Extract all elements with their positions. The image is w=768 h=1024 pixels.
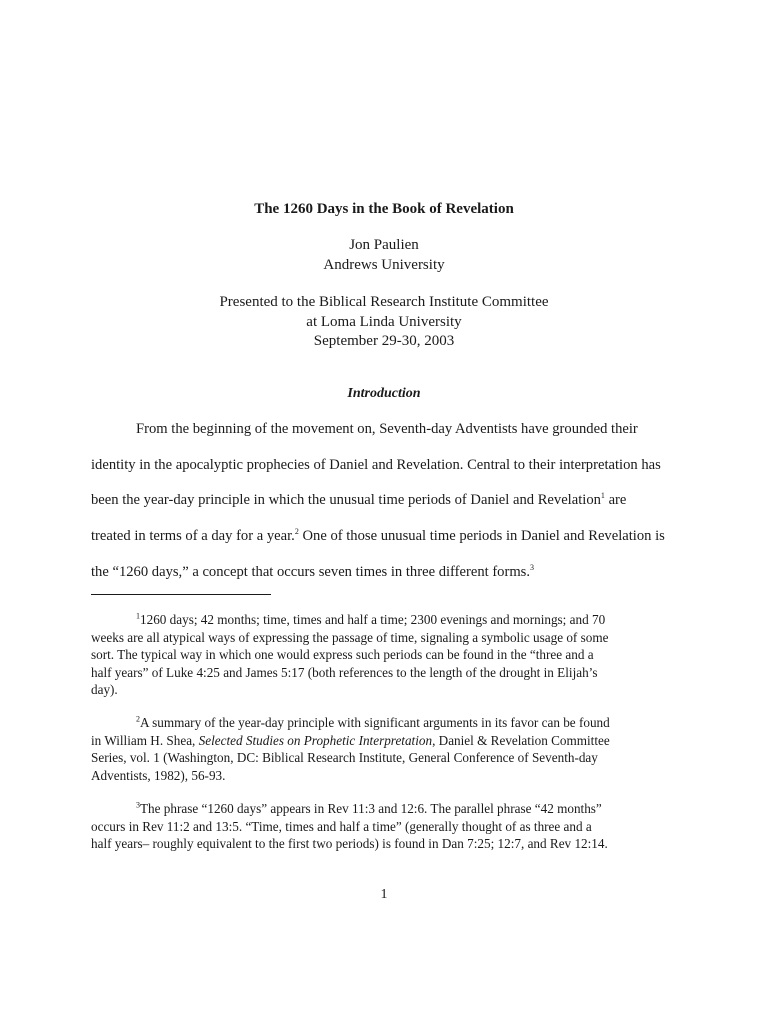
footnote-2 <box>91 714 681 784</box>
section-heading-introduction: Introduction <box>347 386 421 401</box>
footnote-line <box>91 732 681 750</box>
body-text: been the year-day principle in which the unusual time periods of Daniel and Revelation <box>91 492 601 508</box>
footnote-line: half years” of Luke 4:25 and James 5:17 (both references to the length of the drought in Elijah’s <box>91 664 598 680</box>
body-text: treated in terms of a day for a year. <box>91 528 295 544</box>
document-title: The 1260 Days in the Book of Revelation <box>254 201 514 217</box>
body-text: are <box>604 492 627 508</box>
body-line-2 <box>91 456 691 474</box>
footnote-line <box>91 800 681 818</box>
body-text: the “1260 days,” a concept that occurs seven times in three different forms. <box>91 564 531 580</box>
footnote-line: Series, vol. 1 (Washington, DC: Biblical Research Institute, General Conference of Seventh-day <box>91 750 598 765</box>
body-line-1 <box>136 420 736 438</box>
footnote-line: Adventists, 1982), 56-93. <box>91 767 226 783</box>
presentation-info <box>0 293 768 352</box>
footnote-text: The phrase “1260 days” appears in Rev 11:3 and 12:6. The parallel phrase “42 months” <box>140 801 602 816</box>
footnote-divider <box>91 594 271 595</box>
footnote-line: half years– roughly equivalent to the first two periods) is found in Dan 7:25; 12:7, and Rev 12:14. <box>91 836 608 851</box>
body-line-4 <box>91 527 691 545</box>
footnote-line: weeks are all atypical ways of expressing the passage of time, signaling a symbolic usage of some <box>91 629 609 645</box>
footnote-text: A summary of the year-day principle with significant arguments in its favor can be found <box>140 715 610 730</box>
body-line-3 <box>91 491 691 509</box>
footnote-line <box>91 714 681 732</box>
footnote-ref-2[interactable]: 2 <box>294 527 299 537</box>
author-affiliation: Andrews University <box>323 256 445 273</box>
footnote-ref-1[interactable]: 1 <box>600 491 605 501</box>
footnote-text: 1260 days; 42 months; time, times and half a time; 2300 evenings and mornings; and 70 <box>140 612 606 627</box>
presented-line-1: Presented to the Biblical Research Institute Committee <box>219 294 549 310</box>
footnote-text: , Daniel & Revelation Committee <box>432 732 610 748</box>
presented-line-2: at Loma Linda University <box>306 313 462 330</box>
body-line-5 <box>91 563 691 581</box>
body-text: One of those unusual time periods in Daniel and Revelation is <box>298 528 665 544</box>
author-block <box>0 236 768 275</box>
footnote-line: occurs in Rev 11:2 and 13:5. “Time, times and half a time” (generally thought of as three and a <box>91 818 592 834</box>
book-title: Selected Studies on Prophetic Interpretation <box>198 732 433 748</box>
footnote-3 <box>91 800 681 853</box>
presented-line-3: September 29-30, 2003 <box>313 333 455 349</box>
footnote-1 <box>91 611 681 699</box>
body-text: identity in the apocalyptic prophecies of Daniel and Revelation. Central to their interpretation has <box>91 457 661 473</box>
footnote-marker: 1 <box>136 611 140 621</box>
footnote-marker: 2 <box>136 714 140 724</box>
footnote-ref-3[interactable]: 3 <box>530 563 535 573</box>
page-number: 1 <box>380 887 388 902</box>
body-text: From the beginning of the movement on, Seventh-day Adventists have grounded their <box>136 421 638 437</box>
footnote-line <box>91 611 681 629</box>
footnote-marker: 3 <box>136 800 140 810</box>
footnote-line: sort. The typical way in which one would express such periods can be found in the “three and a <box>91 647 594 662</box>
author-name: Jon Paulien <box>349 237 419 253</box>
footnote-line: day). <box>91 682 118 697</box>
footnote-text: in William H. Shea, <box>91 732 199 748</box>
